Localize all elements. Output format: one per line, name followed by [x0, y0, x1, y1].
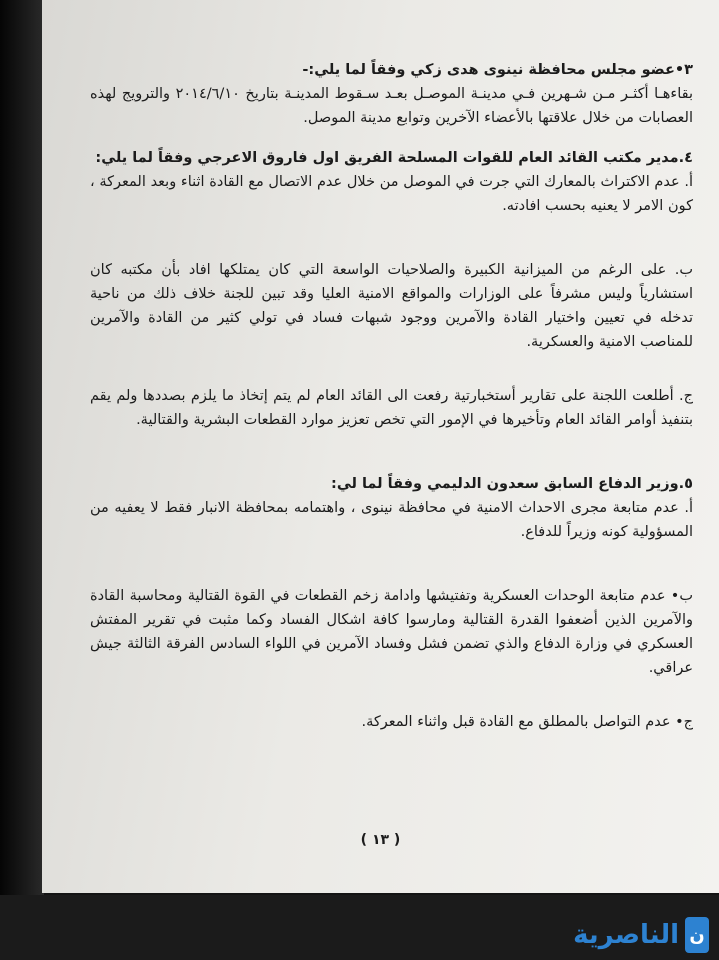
page-number: ( ١٣ )	[360, 832, 401, 848]
device-frame-left	[0, 0, 44, 960]
section-4-item-b: ب. على الرغم من الميزانية الكبيرة والصلاحيات الواسعة التي كان يمتلكها افاد بأن مكتبه كان استشارياً وليس مشرفاً على الوزارات والمواقع الامنية العليا وقد تبين للجنة خلاف ذلك من ناحية تدخله في تعيين واختيار القادة والآمرين ووجود شبهات فساد في تولي كثير من القادة والآمرين للمناصب الامنية والعسكرية.	[90, 262, 693, 350]
section-5-item-c: ج• عدم التواصل بالمطلق مع القادة قبل واثناء المعركة.	[361, 714, 693, 730]
section-3-body: بقاءهـا أكثـر مـن شـهرين فـي مدينـة الموصـل بعـد سـقوط المدينـة بتاريخ ٢٠١٤/٦/١٠ والترويج لهذه العصابات من خلال علاقتها بالأعضاء الآخرين وتوابع مدينة الموصل.	[90, 86, 693, 126]
section-5-heading: ٥.وزير الدفاع السابق سعدون الدليمي وفقاً لما لي:	[331, 476, 693, 492]
watermark-logo-icon: ن	[685, 917, 709, 953]
watermark-logo-text: الناصرية	[573, 920, 679, 950]
section-5-item-a: أ. عدم متابعة مجرى الاحداث الامنية في محافظة نينوى ، واهتمامه بمحافظة الانبار فقط لا يعفيه من المسؤولية كونه وزيراً للدفاع.	[90, 500, 693, 540]
section-4-item-a: أ. عدم الاكتراث بالمعارك التي جرت في الموصل من خلال عدم الاتصال مع القادة اثناء وبعد المعركة ، كون الامر لا يعنيه بحسب افادته.	[90, 174, 693, 214]
section-5-item-b: ب• عدم متابعة الوحدات العسكرية وتفتيشها وادامة زخم القطعات في القوة القتالية ومحاسبة القادة والآمرين الذين أضعفوا القدرة القتالية ومارسوا كافة اشكال الفساد وكما مثبت في تقرير المفتش العسكري في وزارة الدفاع والذي تضمن فشل وفساد الآمرين في اللواء السادس الفرقة الثالثة جيش عراقي.	[90, 588, 693, 676]
section-4-heading: ٤.مدير مكتب القائد العام للقوات المسلحة الفريق اول فاروق الاعرجي وفقاً لما يلي:	[95, 150, 693, 166]
section-3-heading: ٣•عضو مجلس محافظة نينوى هدى زكي وفقاً لما يلي:-	[302, 62, 693, 78]
document-page	[42, 0, 719, 893]
section-4-item-c: ج. أطلعت اللجنة على تقارير أستخبارتية رفعت الى القائد العام لم يتم إتخاذ ما يلزم بصددها ولم يقم بتنفيذ أوامر القائد العام وتأخيرها في الإمور التي تخص تعزيز موارد القطعات البشرية والقتالية.	[90, 388, 693, 428]
watermark-logo	[573, 915, 709, 955]
